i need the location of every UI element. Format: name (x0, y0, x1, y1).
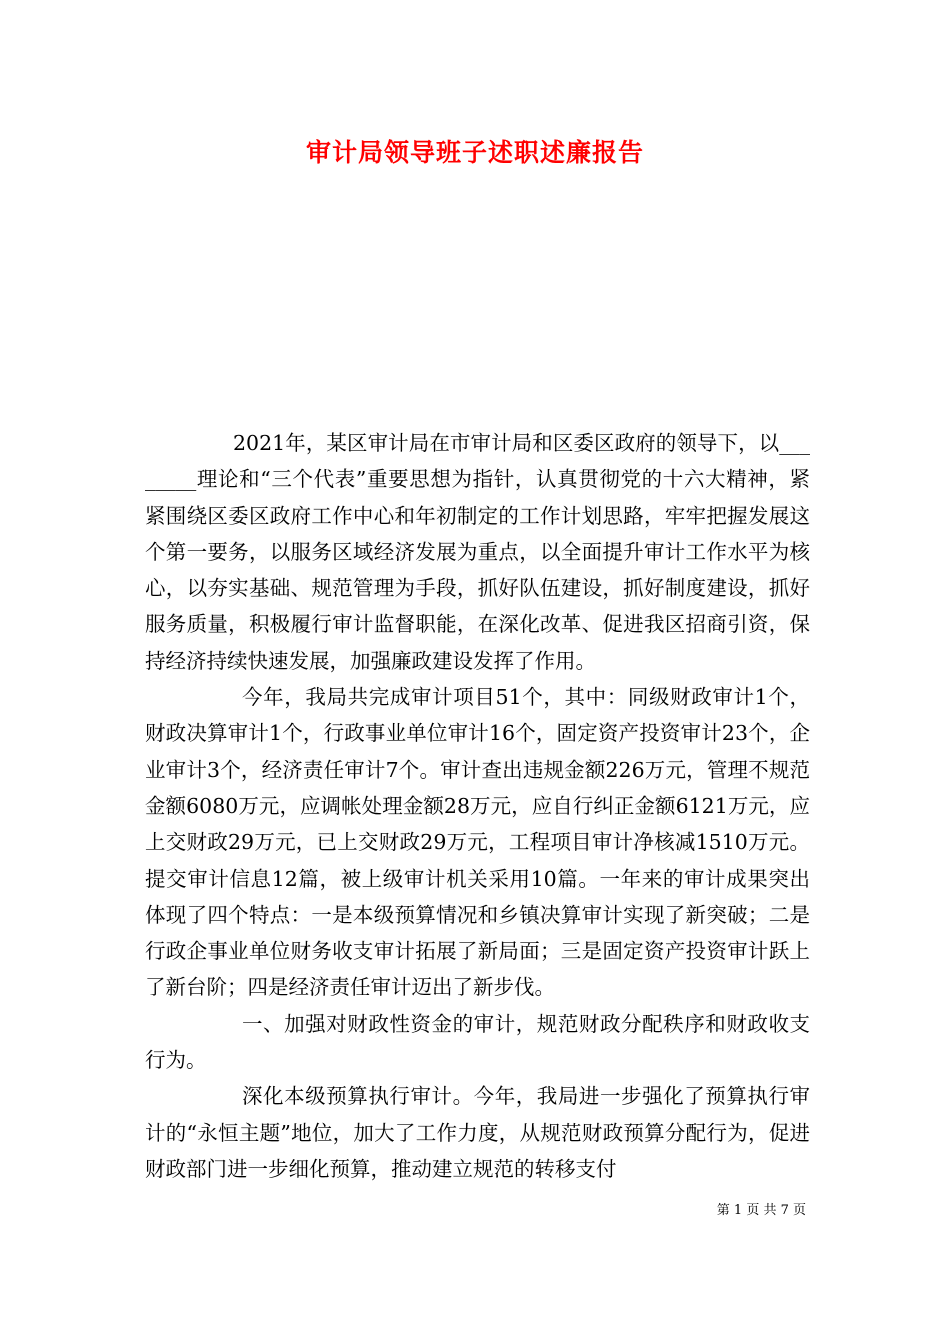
document-body (145, 425, 810, 1187)
page-number: 第 1 页 共 7 页 (716, 1203, 806, 1218)
paragraph-summary: 今年，我局共完成审计项目51个，其中：同级财政审计1个，财政决算审计1个，行政事业单位审计16个，固定资产投资审计23个，企业审计3个，经济责任审计7个。审计查出违规金额226万元，管理不规范金额6080万元，应调帐处理金额28万元，应自行纠正金额6121万元，应上交财政29万元，已上交财政29万元，工程项目审计净核减1510万元。提交审计信息12篇，被上级审计机关采用10篇。一年来的审计成果突出体现了四个特点：一是本级预算情况和乡镇决算审计实现了新突破；二是行政企事业单位财务收支审计拓展了新局面；三是固定资产投资审计跃上了新台阶；四是经济责任审计迈出了新步伐。 (145, 685, 810, 1000)
paragraph-budget-audit: 深化本级预算执行审计。今年，我局进一步强化了预算执行审计的“永恒主题”地位，加大了工作力度，从规范财政预算分配行为，促进财政部门进一步细化预算，推动建立规范的转移支付 (145, 1084, 810, 1181)
section-heading-1: 一、加强对财政性资金的审计，规范财政分配秩序和财政收支行为。 (145, 1011, 810, 1073)
document-title: 审计局领导班子述职述廉报告 (305, 138, 644, 167)
paragraph-intro: 2021年，某区审计局在市审计局和区委区政府的领导下，以________理论和“三个代表”重要思想为指针，认真贯彻党的十六大精神，紧紧围绕区委区政府工作中心和年初制定的工作计划思路，牢牢把握发展这个第一要务，以服务区域经济发展为重点，以全面提升审计工作水平为核心，以夯实基础、规范管理为手段，抓好队伍建设，抓好制度建设，抓好服务质量，积极履行审计监督职能，在深化改革、促进我区招商引资，保持经济持续快速发展，加强廉政建设发挥了作用。 (145, 431, 810, 673)
